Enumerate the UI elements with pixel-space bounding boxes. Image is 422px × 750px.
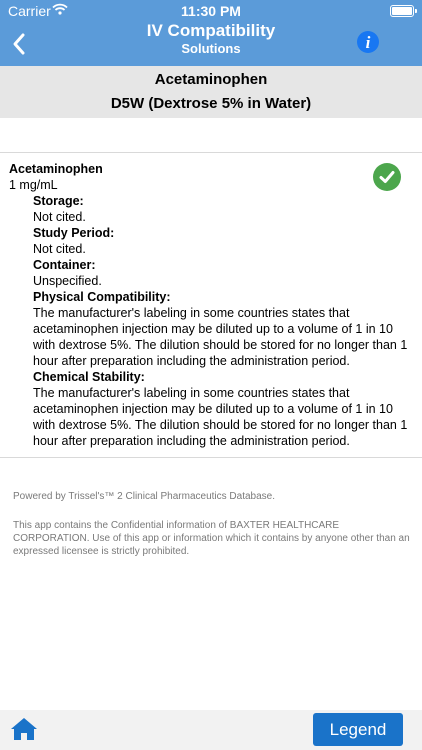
page-subtitle: Solutions (181, 41, 241, 56)
header-solution-name: D5W (Dextrose 5% in Water) (110, 95, 312, 112)
status-bar (0, 0, 422, 22)
drug-name: Acetaminophen (9, 162, 103, 176)
home-icon[interactable] (9, 716, 39, 742)
page-title: IV Compatibility (146, 21, 276, 40)
carrier-label: Carrier (8, 3, 51, 19)
checkmark-circle-icon (373, 163, 401, 191)
divider (0, 152, 422, 153)
footer-notes (9, 490, 414, 558)
field-label-container: Container: (33, 258, 96, 272)
field-label-chemical-stability: Chemical Stability: (33, 370, 145, 384)
battery-icon (390, 5, 414, 17)
field-value-physical-compatibility: The manufacturer's labeling in some countries states that acetaminophen injection may be diluted up to a volume of 1 in 10 with dextrose 5%. The dilution should be stored for no longer than 1 hour after preparation including the administration period. (33, 306, 408, 368)
field-label-study-period: Study Period: (33, 226, 115, 240)
info-glyph: i (365, 33, 371, 52)
navigation-bar (0, 0, 422, 66)
field-value-chemical-stability: The manufacturer's labeling in some countries states that acetaminophen injection may be diluted up to a volume of 1 in 10 with dextrose 5%. The dilution should be stored for no longer than 1 hour after preparation including the administration period. (33, 386, 408, 448)
divider (0, 457, 422, 458)
drug-solution-header (0, 66, 422, 118)
clock-time: 11:30 PM (181, 3, 241, 19)
field-value-study-period: Not cited. (33, 242, 86, 256)
legend-button[interactable]: Legend (313, 713, 403, 746)
powered-by-text: Powered by Trissel's™ 2 Clinical Pharmaceutics Database. (13, 491, 276, 502)
field-value-storage: Not cited. (33, 210, 86, 224)
info-icon[interactable] (357, 31, 379, 53)
compatibility-detail (9, 161, 414, 449)
checkmark-icon (373, 163, 401, 191)
field-label-physical-compatibility: Physical Compatibility: (33, 290, 171, 304)
confidential-notice: This app contains the Confidential information of BAXTER HEALTHCARE CORPORATION. Use of this app or information which it contains by anyone other than an expressed licensee is strictly prohibited. (13, 520, 410, 557)
field-value-container: Unspecified. (33, 274, 102, 288)
drug-concentration: 1 mg/mL (9, 178, 58, 192)
field-label-storage: Storage: (33, 194, 84, 208)
detail-fields (9, 193, 414, 449)
header-drug-name: Acetaminophen (154, 71, 268, 88)
bottom-toolbar (0, 710, 422, 750)
